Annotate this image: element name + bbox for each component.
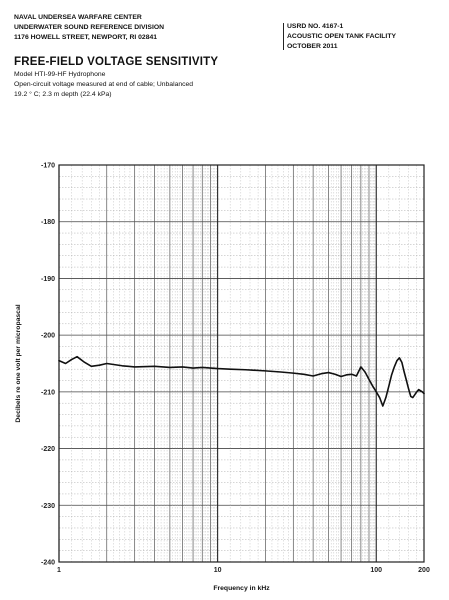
tick-layer <box>41 163 430 575</box>
x-tick-label: 100 <box>370 567 383 574</box>
y-tick-label: -210 <box>40 389 55 397</box>
subtitle-line-3: 19.2 ° C; 2.3 m depth (22.4 kPa) <box>14 91 112 98</box>
header-right-line-2: ACOUSTIC OPEN TANK FACILITY <box>287 33 397 40</box>
subtitle-line-1: Model HTI-99-HF Hydrophone <box>14 71 106 78</box>
grid-layer <box>59 165 424 562</box>
y-tick-label: -220 <box>40 446 55 454</box>
x-tick-label: 1 <box>57 567 61 574</box>
page-title: FREE-FIELD VOLTAGE SENSITIVITY <box>14 56 219 68</box>
header-left-line-3: 1176 HOWELL STREET, NEWPORT, RI 02841 <box>14 34 158 41</box>
header-left-line-2: UNDERWATER SOUND REFERENCE DIVISION <box>14 24 165 31</box>
header-right-line-3: OCTOBER 2011 <box>287 43 338 50</box>
header-right-line-1: USRD NO. 4167-1 <box>287 23 344 30</box>
x-axis-label: Frequency in kHz <box>213 585 270 592</box>
y-tick-label: -190 <box>40 275 55 283</box>
x-tick-label: 10 <box>213 567 222 574</box>
y-tick-label: -170 <box>40 162 55 170</box>
y-tick-label: -200 <box>40 332 55 340</box>
header-left-line-1: NAVAL UNDERSEA WARFARE CENTER <box>14 14 142 21</box>
x-tick-label: 200 <box>418 567 430 574</box>
y-tick-label: -180 <box>40 219 55 227</box>
y-tick-label: -240 <box>40 559 55 567</box>
subtitle-line-2: Open-circuit voltage measured at end of cable; Unbalanced <box>14 81 194 88</box>
y-axis-label: Decibels re one volt per micropascal <box>15 304 22 423</box>
y-tick-label: -230 <box>40 502 55 510</box>
